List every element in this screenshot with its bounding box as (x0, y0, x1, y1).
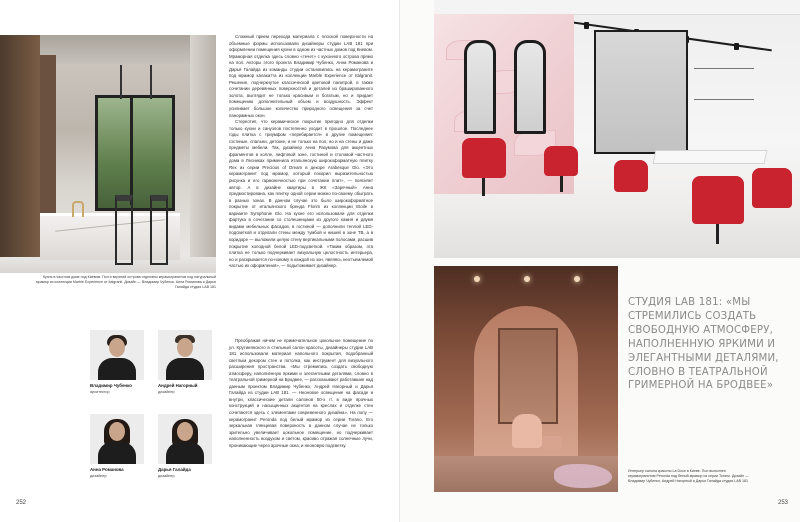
chair-base (482, 178, 485, 196)
salon-photo (434, 0, 800, 258)
designer-name: Дарья Галайда (158, 467, 191, 472)
portrait-body (166, 442, 204, 464)
designer-name: Анна Романова (90, 467, 124, 472)
portrait-anna-romanova (90, 414, 144, 464)
article-column-bottom (229, 338, 373, 449)
dressing-mirror (498, 328, 558, 424)
spot-light (584, 22, 589, 29)
white-counter (653, 150, 768, 164)
red-salon-chair (544, 146, 578, 176)
chair-base (716, 224, 719, 244)
arched-mirror (514, 40, 546, 134)
ottoman (542, 436, 562, 450)
kitchen-caption: Кухня в частном доме под Киевом. Пол и верхний острова отделаны керамогранитом под натуральный мрамор из коллекции Marble Experience от Italgranit. Дизайн — Владимир Чубенко, Анна Романова и Дарья Галайда студия LAB 181 (35, 275, 216, 290)
ceiling-spot (474, 276, 480, 282)
pink-armchair (512, 414, 542, 448)
designer-name: Владимир Чубенко (90, 383, 132, 388)
article-paragraph: Преображая ничем не примечательное цокольное помещение по ул. Крутинянского в стильный салон красоты, дизайнеры студии LAB 181 использовали материал напольного покрытия, подобранный светлым декором стен и потолка, как инструмент для визуального расширения пространства. «Мы стремились создать свободную атмосферу, наполненную яркими и элегантными деталями, словно в театральной гримерной на Бродвее, — рассказывают работавшие над данным проектом Владимир Чубенко, Андрей Нагорный и Дарья Галайда из студии LAB 181. — Неоновое освещение на фасаде и внутри, классические детали салонов 50-х гг. в виде ярочных конструкций и насыщенных акцентов на креслах и отделке стен сочетаются здесь с элементами современного дизайна». На полу — керамогранит Peronda под белый мрамор из серии Torano. Его зеркальная глянцевая поверхность в данном случае не только зрительно увеличивает цокольное помещение, но подчеркивает наполненность воздухом и светом, красиво отражая солнечные лучи, проникающие через арочные окна, и неоновую подсветку. (229, 338, 373, 448)
page-number: 253 (778, 500, 789, 506)
red-salon-chair (692, 176, 744, 224)
bar-stool (150, 195, 168, 265)
article-paragraph: Стереотип, что керамическое покрытие пригодно для отделки только кухни и санузлов постепенно уходит в прошлое. Последнее годы плитка с триумфом «перебирается» в другие помещения: гостиные, спальни, детские, и не только на пол, но и на стены и даже предметы мебели. Так, дизайнер Анна Разумова для акцентных фрагментов в холле, лифтовой зоне, гостиной и столовой частного дома в Лесниках применила итальянскую широкоформатную плитку Rex из серии Precious of Dream в декоре Arabesque Glo. «Это керамогранит под мрамор, который покорил выразительностью рисунка и его гармоничностью при сочетании плит», — поясняет автор. А в дизайне квартиры в ЖК «Заречный» Анна предмостирована, как плитку одной серии можно по-своему обыграть в разных зонах. В данном случае это было широкоформатное покрытие от итальянского бренда Florim из коллекции Etoile в варианте Symphonie Glo. На кухне его использовали для отделки фартука в сочетании со столешницами из другого камня и двумя видами мебельных фасадов, в гостиной — дополнили теплой LED-подсветкой и отделали стены между тумбой и нишей в зоне ТВ, а в коридоре — выложили целую стену вертикальными полосами, расшив покрытие холодной белой LED-подсветкой. «Таким образом, эта плитка не только подчеркивает визуальную целостность интерьера, но и раскрывается по-новому в каждой из зон, являясь неотъемлемой частью их оформления», — подытоживает дизайнер. (229, 119, 373, 269)
portrait-andrey-nagorny (158, 330, 212, 380)
kitchen-window (95, 95, 175, 211)
wall-shelf (694, 68, 754, 100)
pink-rug (554, 464, 612, 488)
portrait-body (166, 358, 204, 380)
designer-role: архитектор (90, 390, 110, 394)
portrait-face (177, 422, 193, 441)
bar-stool (115, 195, 133, 265)
kitchen-cabinets (0, 35, 40, 273)
designer-role: дизайнер (158, 474, 175, 478)
arched-mirror (464, 40, 496, 134)
designer-name: Андрей Нагорный (158, 383, 198, 388)
black-frame-mirror (594, 30, 688, 154)
right-page (400, 0, 800, 522)
portrait-vladimir-chubenko (90, 330, 144, 380)
salon-ceiling (434, 0, 800, 15)
kitchen-wall-panel (190, 35, 216, 257)
chair-base (560, 176, 563, 192)
article-column-top (229, 34, 373, 270)
pendant-light (150, 65, 152, 99)
salon-caption: Интерьер салона красоты La Doce в Киеве. Пол выполнен керамогранитом Peronda под белый мрамор из серии Torano. Дизайн — Владимир Чубенко, Андрей Нагорный и Дарья Галайда студия LAB 181 (628, 469, 749, 484)
white-marble-floor (434, 196, 800, 258)
kitchen-window-mullion (130, 95, 133, 205)
page-number: 252 (16, 500, 27, 506)
portrait-face (177, 338, 193, 357)
red-salon-chair (752, 168, 792, 208)
designer-role: дизайнер (90, 474, 107, 478)
red-salon-chair (614, 160, 648, 192)
portrait-body (98, 358, 136, 380)
portrait-face (109, 422, 125, 441)
portrait-darya-galaida (158, 414, 212, 464)
portrait-body (98, 442, 136, 464)
dressing-room-photo (434, 266, 618, 492)
kitchen-cabinet-column (40, 55, 56, 225)
article-paragraph: Сложный прием перехода материала с плоской поверхности на объемные формы использовали дизайнеры студии LAB 181 при оформлении помещения кухни в одном из частных домов под Киевом. Мраморная отделка здесь словно «течет» с кухонного острова прямо на пол. Авторы этого проекта Владимир Чубенко, Анна Романова и Дарья Галайда из команды студии остановились на керамограните под мрамор калакатта из коллекции Marble Experience от Italgranit. Решение, подчеркнутое классической цветовой палитрой, в также сочетании деревянных поверхностей и деталей из брашированного золота, выглядит не только красивым и богатым, но и придает помещению дополнительный объем и воздушность. Эффект усиливает большое количество природного освещения за счет панорамных окон. (229, 34, 373, 118)
ceiling-spot (574, 276, 580, 282)
designer-role: дизайнер (158, 390, 175, 394)
kitchen-photo (0, 35, 216, 273)
pull-quote: СТУДИЯ LAB 181: «МЫ СТРЕМИЛИСЬ СОЗДАТЬ СВОБОДНУЮ АТМОСФЕРУ, НАПОЛНЕННУЮ ЯРКИМИ И ЭЛЕГАНТНЫМИ ДЕТАЛЯМИ, СЛОВНО В ТЕАТРАЛЬНОЙ ГРИМЕРНОЙ НА БРОДВЕЕ» (628, 297, 779, 392)
spot-light (734, 43, 739, 50)
ceiling-spot (524, 276, 530, 282)
gold-faucet (72, 201, 84, 217)
pendant-light (120, 65, 122, 99)
red-salon-chair (462, 138, 506, 178)
portrait-face (109, 338, 125, 357)
